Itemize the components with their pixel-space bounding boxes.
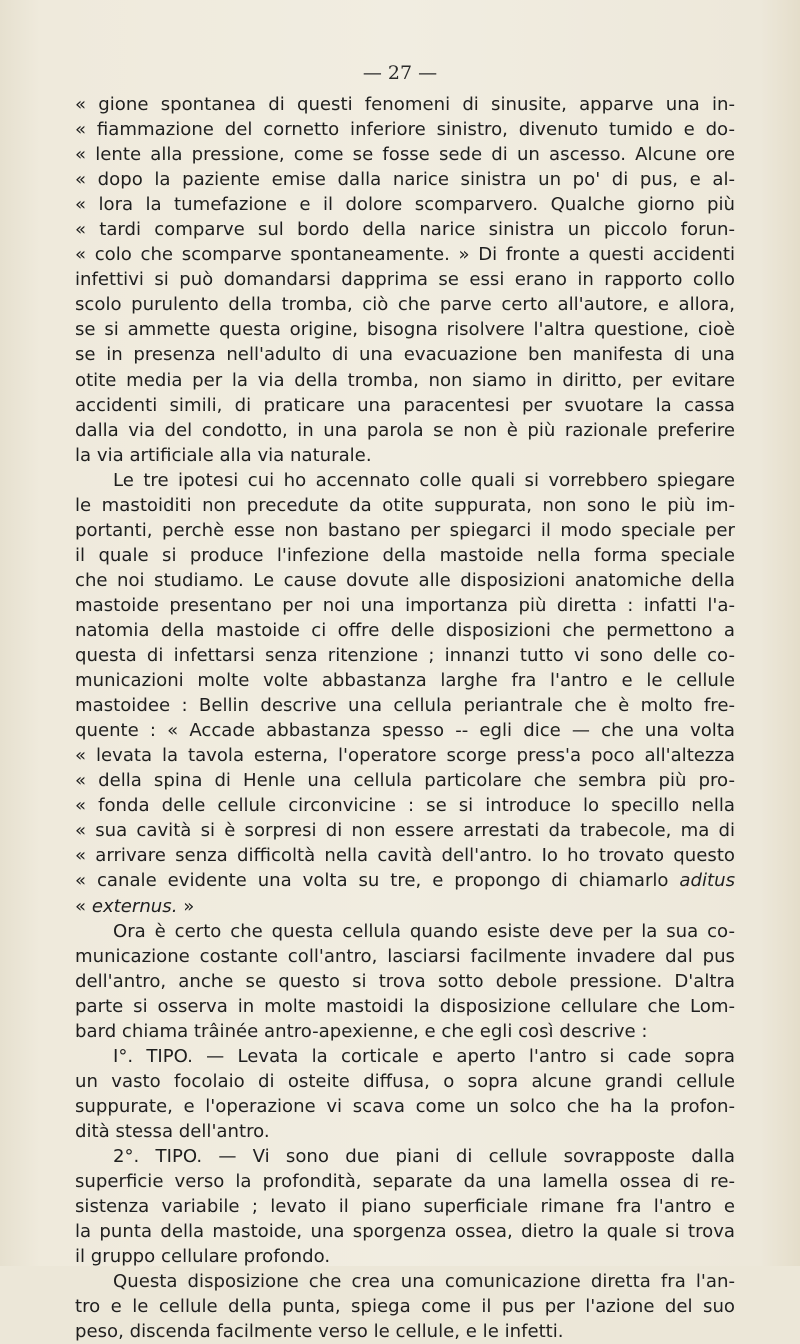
text-line: « colo che scomparve spontaneamente. » Di fronte a questi accidenti (75, 244, 735, 266)
text-segment: « canale evidente una volta su tre, e propongo di chiamarlo (75, 870, 680, 892)
text-line: accidenti simili, di praticare una paracentesi per svuotare la cassa (75, 394, 735, 416)
text-line-with-emphasis (75, 894, 735, 919)
text-line: la via artificiale alla via naturale. (75, 444, 372, 466)
text-line: tro e le cellule della punta, spiega come il pus per l'azione del suo (75, 1296, 735, 1318)
text-line: dità stessa dell'antro. (75, 1120, 270, 1142)
text-line: Ora è certo che questa cellula quando esiste deve per la sua co- (113, 920, 735, 942)
text-line: dell'antro, anche se questo si trova sotto debole pressione. D'altra (75, 970, 735, 992)
text-line: otite media per la via della tromba, non siamo in diritto, per evitare (75, 369, 735, 391)
text-line: « levata la tavola esterna, l'operatore scorge press'a poco all'altezza (75, 745, 735, 767)
emphasis-text: externus. (91, 895, 178, 917)
emphasis-text: aditus (679, 870, 735, 892)
text-line: « fonda delle cellule circonvicine : se si introduce lo specillo nella (75, 795, 735, 817)
text-line: suppurate, e l'operazione vi scava come un solco che ha la profon- (75, 1095, 735, 1117)
text-line: « gione spontanea di questi fenomeni di sinusite, apparve una in- (75, 94, 735, 115)
body-text (75, 92, 735, 1344)
text-line: « tardi comparve sul bordo della narice sinistra un piccolo forun- (75, 219, 735, 241)
text-segment: » (177, 895, 195, 917)
text-line-with-emphasis (75, 868, 735, 893)
text-line: « della spina di Henle una cellula particolare che sembra più pro- (75, 770, 735, 792)
text-line: municazione costante coll'antro, lasciarsi facilmente invadere dal pus (75, 945, 735, 967)
text-line: natomia della mastoide ci offre delle disposizioni che permettono a (75, 619, 735, 641)
text-line: « fiammazione del cornetto inferiore sinistro, divenuto tumido e do- (75, 119, 735, 141)
text-line: questa di infettarsi senza ritenzione ; innanzi tutto vi sono delle co- (75, 645, 735, 667)
text-line: portanti, perchè esse non bastano per spiegarci il modo speciale per (75, 519, 735, 541)
text-line: che noi studiamo. Le cause dovute alle disposizioni anatomiche della (75, 569, 735, 591)
text-line: bard chiama trâinée antro-apexienne, e che egli così descrive : (75, 1020, 648, 1042)
text-line: dalla via del condotto, in una parola se non è più razionale preferire (75, 419, 735, 441)
text-line: Questa disposizione che crea una comunicazione diretta fra l'an- (113, 1271, 735, 1293)
text-line: il gruppo cellulare profondo. (75, 1246, 331, 1268)
text-line: la punta della mastoide, una sporgenza ossea, dietro la quale si trova (75, 1221, 735, 1243)
text-line: « arrivare senza difficoltà nella cavità dell'antro. Io ho trovato questo (75, 845, 735, 867)
text-line: superficie verso la profondità, separate da una lamella ossea di re- (75, 1171, 735, 1193)
text-line: il quale si produce l'infezione della mastoide nella forma speciale (75, 544, 735, 566)
text-line: scolo purulento della tromba, ciò che parve certo all'autore, e allora, (75, 294, 735, 316)
text-line: se in presenza nell'adulto di una evacuazione ben manifesta di una (75, 344, 735, 366)
text-line: « lente alla pressione, come se fosse sede di un ascesso. Alcune ore (75, 144, 735, 166)
text-line: mastoide presentano per noi una importanza più diretta : infatti l'a- (75, 594, 735, 616)
text-line: mastoidee : Bellin descrive una cellula periantrale che è molto fre- (75, 695, 735, 717)
text-line: sistenza variabile ; levato il piano superficiale rimane fra l'antro e (75, 1196, 735, 1218)
text-line: le mastoiditi non precedute da otite suppurata, non sono le più im- (75, 494, 735, 516)
text-line: I°. TIPO. — Levata la corticale e aperto l'antro si cade sopra (113, 1045, 735, 1067)
text-line: se si ammette questa origine, bisogna risolvere l'altra questione, cioè (75, 319, 735, 341)
text-line: un vasto focolaio di osteite diffusa, o sopra alcune grandi cellule (75, 1070, 735, 1092)
text-line: municazioni molte volte abbastanza larghe fra l'antro e le cellule (75, 670, 735, 692)
text-line: Le tre ipotesi cui ho accennato colle quali si vorrebbero spiegare (113, 469, 735, 491)
text-line: 2°. TIPO. — Vi sono due piani di cellule sovrapposte dalla (113, 1145, 735, 1167)
text-line: peso, discenda facilmente verso le cellule, e le infetti. (75, 1321, 564, 1343)
text-line: infettivi si può domandarsi dapprima se essi erano in rapporto collo (75, 269, 735, 291)
text-segment: « (75, 895, 92, 917)
text-line: « sua cavità si è sorpresi di non essere arrestati da trabecole, ma di (75, 820, 735, 842)
text-line: « lora la tumefazione e il dolore scomparvero. Qualche giorno più (75, 194, 735, 216)
text-line: « dopo la paziente emise dalla narice sinistra un po' di pus, e al- (75, 169, 735, 191)
text-line: parte si osserva in molte mastoidi la disposizione cellulare che Lom- (75, 995, 735, 1017)
text-line: quente : « Accade abbastanza spesso -- egli dice — che una volta (75, 720, 735, 742)
page-number: — 27 — (362, 62, 438, 84)
